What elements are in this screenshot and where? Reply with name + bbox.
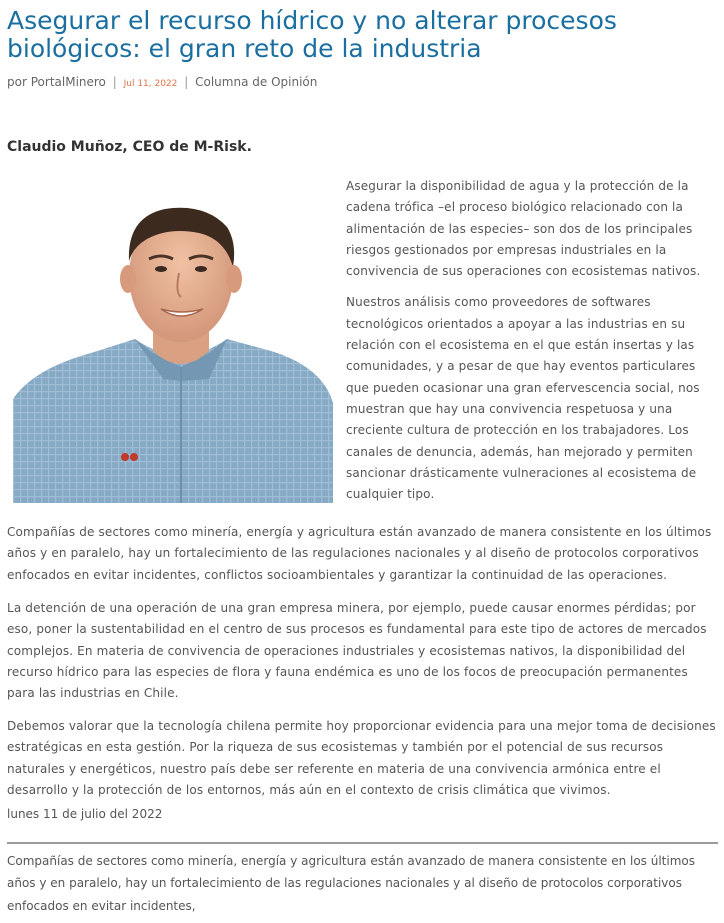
- paragraph-block: [7, 716, 719, 801]
- paragraph: Debemos valorar que la tecnología chilena permite hoy proporcionar evidencia para una mejor toma de decisiones estratégicas en esta gestión. Por la riqueza de sus ecosistemas y también por el potencial de sus recursos naturales y energéticos, nuestro país debe ser referente en materia de una convivencia armónica entre el desarrollo y la protección de los entornos, más aún en el contexto de crisis climática que vivimos.: [7, 719, 716, 797]
- paragraph: Asegurar la disponibilidad de agua y la protección de la cadena trófica –el proceso biológico relacionado con la alimentación de las especies– son dos de los principales riesgos gestionados por empresas industriales en la convivencia de sus operaciones con ecosistemas nativos.: [346, 179, 701, 279]
- article-title: Asegurar el recurso hídrico y no alterar procesos biológicos: el gran reto de la industria: [7, 6, 617, 63]
- paragraph-block: [7, 522, 719, 586]
- article-byline: Claudio Muñoz, CEO de M-Risk.: [7, 139, 252, 155]
- paragraphs-beside-photo: [346, 176, 718, 515]
- article-meta: [7, 75, 317, 89]
- portrait-photo-icon: [13, 181, 333, 503]
- author-link[interactable]: PortalMinero: [30, 75, 106, 89]
- author-prefix: por: [7, 75, 27, 89]
- meta-separator: |: [112, 75, 117, 89]
- paragraph: Compañías de sectores como minería, energía y agricultura están avanzado de manera consistente en los últimos años y en paralelo, hay un fortalecimiento de las regulaciones nacionales y al diseño de protocolos corporativos enfocados en evitar incidentes, conflictos socioambientales y garantizar la continuidad de las operaciones.: [7, 525, 712, 582]
- category-link[interactable]: Columna de Opinión: [195, 75, 318, 89]
- divider: [7, 842, 718, 844]
- article-date: Jul 11, 2022: [123, 79, 178, 89]
- paragraph: La detención de una operación de una gran empresa minera, por ejemplo, puede causar enormes pérdidas; por eso, poner la sustentabilidad en el centro de sus procesos es fundamental para este tipo de actores de mercados complejos. En materia de convivencia de operaciones industriales y ecosistemas nativos, la disponibilidad del recurso hídrico para las especies de flora y fauna endémica es uno de los focos de preocupación permanentes para las industrias en Chile.: [7, 601, 707, 701]
- excerpt-block: [7, 850, 719, 917]
- paragraph: Nuestros análisis como proveedores de softwares tecnológicos orientados a apoyar a las industrias en su relación con el ecosistema en el que están insertas y las comunidades, y a pesar de que hay eventos particulares que pueden ocasionar una gran efervescencia social, nos muestran que hay una convivencia respetuosa y una creciente cultura de protección en los trabajadores. Los canales de denuncia, además, han mejorado y permiten sancionar drásticamente vulneraciones al ecosistema de cualquier tipo.: [346, 295, 700, 502]
- paragraph-block: [7, 598, 719, 704]
- excerpt-text: Compañías de sectores como minería, energía y agricultura están avanzado de manera consistente en los últimos años y en paralelo, hay un fortalecimiento de las regulaciones nacionales y al diseño de protocolos corporativos enfocados en evitar incidentes,: [7, 854, 696, 913]
- author-photo: [13, 181, 333, 503]
- publication-date: lunes 11 de julio del 2022: [7, 807, 163, 821]
- meta-separator: |: [184, 75, 189, 89]
